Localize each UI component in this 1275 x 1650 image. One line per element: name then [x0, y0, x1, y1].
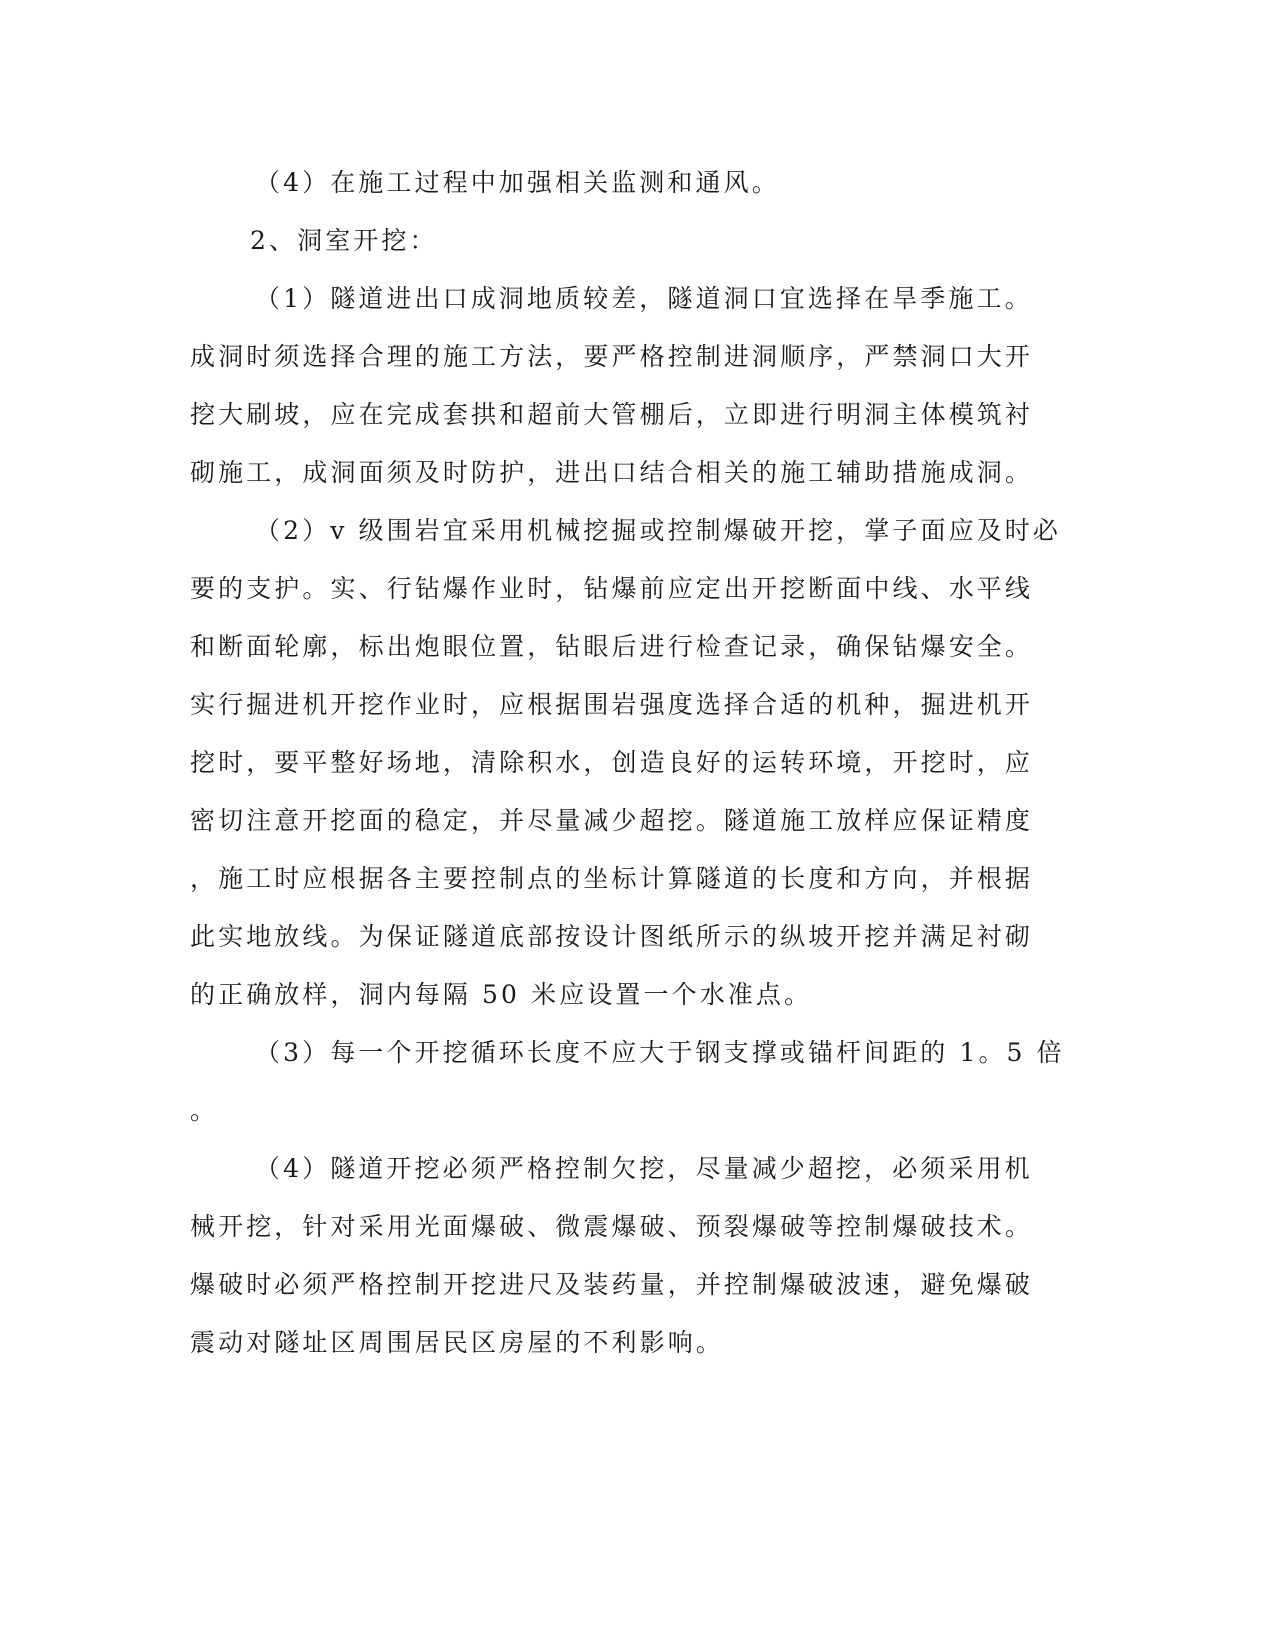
paragraph-line: （2）v 级围岩宜采用机械挖掘或控制爆破开挖，掌子面应及时必: [255, 516, 1061, 545]
paragraph-line: 密切注意开挖面的稳定，并尽量减少超挖。隧道施工放样应保证精度: [190, 806, 1034, 835]
paragraph-line: 械开挖，针对采用光面爆破、微震爆破、预裂爆破等控制爆破技术。: [190, 1212, 1034, 1241]
paragraph-line: 砌施工，成洞面须及时防护，进出口结合相关的施工辅助措施成洞。: [190, 458, 1034, 487]
paragraph-line: （1）隧道进出口成洞地质较差，隧道洞口宜选择在旱季施工。: [255, 284, 1033, 313]
paragraph-line: 要的支护。实、行钻爆作业时，钻爆前应定出开挖断面中线、水平线: [190, 574, 1034, 603]
paragraph-line: 。: [190, 1096, 219, 1125]
paragraph-line: （4）在施工过程中加强相关监测和通风。: [255, 168, 780, 197]
paragraph-line: 震动对隧址区周围居民区房屋的不利影响。: [190, 1328, 724, 1357]
paragraph-line: （4）隧道开挖必须严格控制欠挖，尽量减少超挖，必须采用机: [255, 1154, 1033, 1183]
paragraph-line: 爆破时必须严格控制开挖进尺及装药量，并控制爆破波速，避免爆破: [190, 1270, 1034, 1299]
paragraph-line: （3）每一个开挖循环长度不应大于钢支撑或锚杆间距的 1。5 倍: [255, 1038, 1065, 1067]
paragraph-line: 挖大刷坡，应在完成套拱和超前大管棚后，立即进行明洞主体模筑衬: [190, 400, 1034, 429]
paragraph-line: 此实地放线。为保证隧道底部按设计图纸所示的纵坡开挖并满足衬砌: [190, 922, 1034, 951]
section-heading: 2、洞室开挖：: [250, 226, 438, 255]
paragraph-line: ，施工时应根据各主要控制点的坐标计算隧道的长度和方向，并根据: [190, 864, 1034, 893]
paragraph-line: 实行掘进机开挖作业时，应根据围岩强度选择合适的机种，掘进机开: [190, 690, 1034, 719]
paragraph-line: 成洞时须选择合理的施工方法，要严格控制进洞顺序，严禁洞口大开: [190, 342, 1034, 371]
paragraph-line: 挖时，要平整好场地，清除积水，创造良好的运转环境，开挖时，应: [190, 748, 1034, 777]
paragraph-line: 的正确放样，洞内每隔 50 米应设置一个水准点。: [190, 980, 813, 1009]
paragraph-line: 和断面轮廓，标出炮眼位置，钻眼后进行检查记录，确保钻爆安全。: [190, 632, 1034, 661]
